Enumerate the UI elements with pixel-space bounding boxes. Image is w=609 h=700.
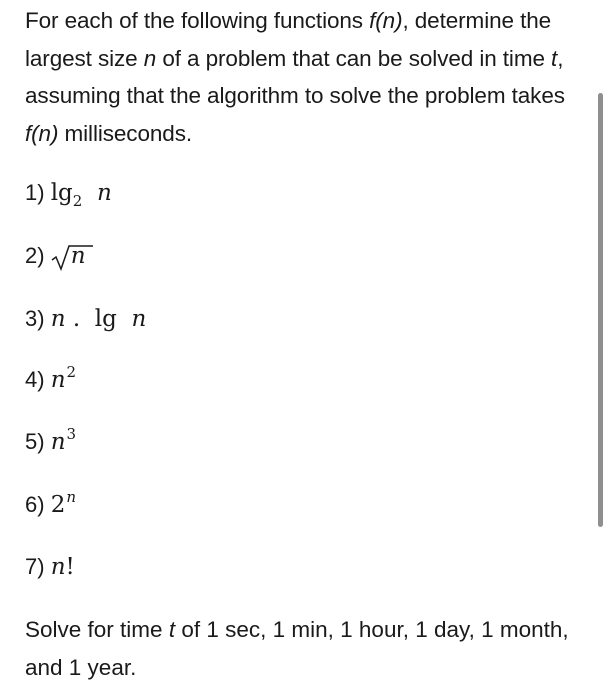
math-expression bbox=[50, 425, 77, 455]
list-item bbox=[25, 299, 146, 339]
item-number: 6) bbox=[25, 492, 45, 517]
fn-lg: lg bbox=[94, 306, 117, 332]
list-item bbox=[25, 422, 76, 462]
exponent: 2 bbox=[66, 363, 77, 381]
intro-var-n: n bbox=[143, 45, 157, 71]
math-expression bbox=[51, 554, 75, 580]
math-expression bbox=[50, 363, 77, 393]
item-number: 5) bbox=[25, 429, 45, 454]
list-item bbox=[25, 547, 75, 587]
outro-var-t: t bbox=[168, 617, 176, 642]
item-number: 1) bbox=[25, 180, 45, 205]
var-n: n bbox=[50, 554, 66, 580]
intro-text-3: of a problem that can be solved in time bbox=[156, 45, 552, 71]
list-item bbox=[25, 236, 93, 276]
intro-fn-1: f(n) bbox=[369, 8, 403, 33]
item-number: 7) bbox=[25, 554, 45, 579]
sqrt-symbol bbox=[51, 242, 93, 272]
math-expression bbox=[50, 488, 76, 518]
item-number: 4) bbox=[25, 367, 45, 392]
scrollbar[interactable] bbox=[598, 93, 603, 527]
intro-paragraph bbox=[25, 2, 585, 152]
intro-text-2: , determine the largest size bbox=[25, 8, 552, 71]
outro-paragraph bbox=[25, 611, 585, 686]
var-n: n bbox=[50, 429, 66, 455]
intro-text-5: milliseconds. bbox=[58, 120, 193, 146]
factorial-symbol: ! bbox=[65, 554, 75, 580]
list-item bbox=[25, 173, 112, 213]
math-expression bbox=[51, 306, 147, 332]
exponent: n bbox=[66, 488, 76, 506]
var-n: n bbox=[50, 367, 66, 393]
log-base: 2 bbox=[72, 192, 83, 210]
intro-fn-2: f(n) bbox=[25, 120, 59, 146]
intro-text-4: , assuming that the algorithm to solve the problem takes bbox=[25, 45, 565, 108]
math-expression bbox=[50, 180, 112, 210]
var-n-2: n bbox=[131, 306, 147, 332]
fn-lg: lg bbox=[50, 180, 73, 206]
var-n: n bbox=[70, 243, 86, 269]
list-item bbox=[25, 360, 76, 400]
list-item bbox=[25, 485, 76, 525]
exponent: 3 bbox=[66, 425, 77, 443]
item-number: 2) bbox=[25, 243, 45, 268]
base-two: 2 bbox=[50, 492, 66, 518]
math-expression bbox=[51, 243, 93, 269]
outro-text-2: of 1 sec, 1 min, 1 hour, 1 day, 1 month, and 1 year. bbox=[25, 617, 569, 680]
var-n: n bbox=[96, 180, 112, 206]
outro-text-1: Solve for time bbox=[25, 617, 169, 642]
intro-text-1: For each of the following functions bbox=[25, 8, 370, 33]
intro-var-t: t bbox=[551, 45, 558, 71]
item-number: 3) bbox=[25, 306, 45, 331]
dot-operator: . bbox=[72, 306, 81, 332]
var-n: n bbox=[50, 306, 66, 332]
